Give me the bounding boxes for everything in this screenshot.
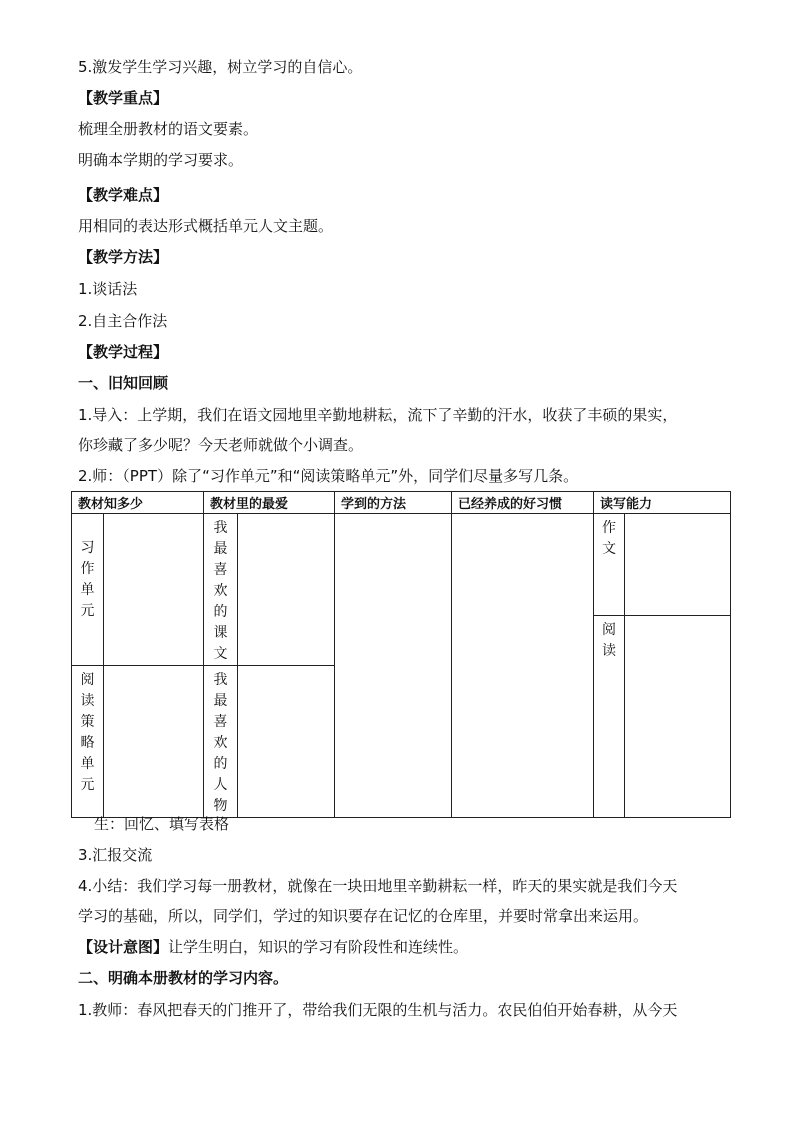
key-point-2: 明确本学期的学习要求。 (78, 151, 244, 169)
cell-composition[interactable] (625, 514, 731, 616)
student-activity: 生：回忆、填写表格 (94, 815, 230, 833)
header-textbook: 教材知多少 (72, 492, 204, 514)
label-reading-strategy-unit: 阅 读 策 略 单 元 (72, 666, 104, 818)
heading-method: 【教学方法】 (78, 248, 169, 266)
label-favorite-person: 我 最 喜 欢 的 人 物 (204, 666, 238, 818)
design-intent (78, 937, 468, 957)
paragraph-5: 1.教师：春风把春天的门推开了，带给我们无限的生机与活力。农民伯伯开始春耕，从今天 (78, 1001, 678, 1019)
design-intent-label: 【设计意图】 (78, 938, 169, 956)
header-ability: 读写能力 (594, 492, 731, 514)
objective-5: 5.激发学生学习兴趣，树立学习的自信心。 (78, 58, 363, 76)
review-table (71, 491, 731, 818)
difficulty-1: 用相同的表达形式概括单元人文主题。 (78, 217, 334, 235)
paragraph-4a: 4.小结：我们学习每一册教材，就像在一块田地里辛勤耕耘一样，昨天的果实就是我们今天 (78, 877, 678, 895)
cell-writing-unit[interactable] (104, 514, 204, 666)
section-1-title: 一、旧知回顾 (78, 374, 169, 392)
heading-process: 【教学过程】 (78, 343, 169, 361)
section-2-title: 二、明确本册教材的学习内容。 (78, 969, 289, 987)
method-1: 1.谈话法 (78, 280, 138, 298)
header-habits: 已经养成的好习惯 (452, 492, 594, 514)
design-intent-text: 让学生明白，知识的学习有阶段性和连续性。 (168, 938, 469, 956)
cell-favorite-person[interactable] (238, 666, 335, 818)
cell-reading[interactable] (625, 616, 731, 818)
paragraph-2: 2.师：（PPT）除了“习作单元”和“阅读策略单元”外，同学们尽量多写几条。 (78, 467, 579, 485)
label-reading: 阅 读 (594, 616, 625, 818)
cell-methods[interactable] (335, 514, 452, 818)
label-favorite-lesson: 我 最 喜 欢 的 课 文 (204, 514, 238, 666)
cell-favorite-lesson[interactable] (238, 514, 335, 666)
header-methods: 学到的方法 (335, 492, 452, 514)
paragraph-1b: 你珍藏了多少呢？今天老师就做个小调查。 (78, 436, 364, 454)
cell-reading-strategy-unit[interactable] (104, 666, 204, 818)
cell-habits[interactable] (452, 514, 594, 818)
heading-difficulty: 【教学难点】 (78, 186, 169, 204)
label-composition: 作 文 (594, 514, 625, 616)
header-favorite: 教材里的最爱 (204, 492, 335, 514)
paragraph-1a: 1.导入：上学期，我们在语文园地里辛勤地耕耘，流下了辛勤的汗水，收获了丰硕的果实， (78, 406, 678, 424)
label-writing-unit: 习 作 单 元 (72, 514, 104, 666)
paragraph-3: 3.汇报交流 (78, 846, 153, 864)
paragraph-4b: 学习的基础，所以，同学们，学过的知识要存在记忆的仓库里，并要时常拿出来运用。 (78, 907, 649, 925)
method-2: 2.自主合作法 (78, 312, 168, 330)
heading-key-points: 【教学重点】 (78, 89, 169, 107)
key-point-1: 梳理全册教材的语文要素。 (78, 120, 259, 138)
